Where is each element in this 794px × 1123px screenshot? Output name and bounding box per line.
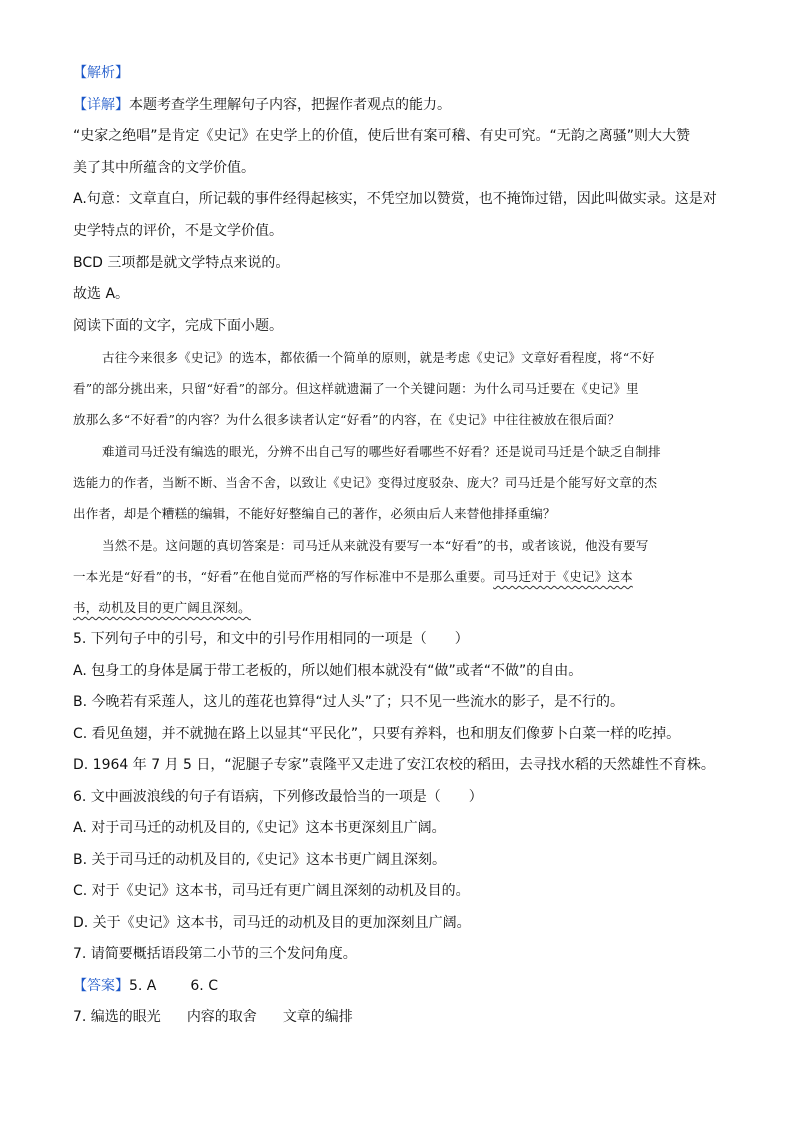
answer-7-item2: 内容的取舍 bbox=[186, 1009, 257, 1025]
passage-para1-line3: 放那么多“不好看”的内容？为什么很多读者认定“好看”的内容，在《史记》中往往被放在很后面？ bbox=[73, 412, 621, 427]
reading-intro: 阅读下面的文字，完成下面小题。 bbox=[73, 318, 283, 334]
answer-line-7 bbox=[73, 1007, 353, 1027]
q5-option-c: C. 看见鱼翅，并不就抛在路上以显其“平民化”，只要有养料，也和朋友们像萝卜白菜一样的吃掉。 bbox=[73, 726, 681, 742]
passage-para1-line1: 古往今来很多《史记》的选本，都依循一个简单的原则，就是考虑《史记》文章好看程度，将“不好 bbox=[102, 350, 655, 365]
analysis-tag: 【解析】 bbox=[73, 65, 129, 81]
answer-line-5-6 bbox=[73, 976, 218, 996]
passage-para3-line2 bbox=[73, 567, 633, 587]
q5-option-d: D. 1964 年 7 月 5 日，“泥腿子专家”袁隆平又走进了安江农校的稻田，去寻找水稻的天然雄性不育株。 bbox=[73, 757, 715, 773]
analysis-p2-line1: A.句意：文章直白，所记载的事件经得起核实，不凭空加以赞赏，也不掩饰过错，因此叫做实录。这是对 bbox=[73, 191, 717, 207]
answer-6: 6. C bbox=[190, 978, 218, 994]
passage-para2-line3: 出作者，却是个糟糕的编辑，不能好好整编自己的著作，必须由后人来替他排择重编？ bbox=[73, 506, 556, 521]
q6-option-c: C. 对于《史记》这本书，司马迁有更广阔且深刻的动机及目的。 bbox=[73, 883, 470, 899]
question-6: 6. 文中画波浪线的句子有语病，下列修改最恰当的一项是（ ） bbox=[73, 789, 483, 805]
q5-option-b: B. 今晚若有采莲人，这儿的莲花也算得“过人头”了；只不见一些流水的影子，是不行的。 bbox=[73, 694, 625, 710]
analysis-p2-line2: 史学特点的评价，不是文学价值。 bbox=[73, 223, 283, 239]
analysis-p1-line1: “史家之绝唱”是肯定《史记》在史学上的价值，使后世有案可稽、有史可究。“无韵之离骚”则大大赞 bbox=[73, 128, 691, 144]
answer-tag: 【答案】 bbox=[73, 978, 129, 994]
passage-para3-line3 bbox=[73, 598, 251, 618]
passage-para3-line2-plain: 一本光是“好看”的书，“好看”在他自觉而严格的写作标准中不是那么重要。 bbox=[73, 569, 494, 584]
analysis-p3: BCD 三项都是就文学特点来说的。 bbox=[73, 255, 290, 271]
detail-text: 本题考查学生理解句子内容，把握作者观点的能力。 bbox=[129, 97, 451, 113]
answer-7-item1: 7. 编选的眼光 bbox=[73, 1009, 161, 1025]
passage-para3-line1: 当然不是。这问题的真切答案是：司马迁从来就没有要写一本“好看”的书，或者该说，他没有要写 bbox=[102, 538, 649, 553]
passage-para2-line1: 难道司马迁没有编选的眼光，分辨不出自己写的哪些好看哪些不好看？还是说司马迁是个缺乏自制排 bbox=[102, 444, 661, 459]
answer-5: 5. A bbox=[129, 978, 157, 994]
passage-para1-line2: 看”的部分挑出来，只留“好看”的部分。但这样就遗漏了一个关键问题：为什么司马迁要在《史记》里 bbox=[73, 381, 639, 396]
wavy-underlined-sentence-part2: 书，动机及目的更广阔且深刻。 bbox=[73, 600, 251, 615]
detail-tag: 【详解】 bbox=[73, 97, 129, 113]
q5-option-a: A. 包身工的身体是属于带工老板的，所以她们根本就没有“做”或者“不做”的自由。 bbox=[73, 663, 583, 679]
wavy-underlined-sentence-part1: 司马迁对于《史记》这本 bbox=[493, 569, 633, 584]
analysis-p1-line2: 美了其中所蕴含的文学价值。 bbox=[73, 160, 255, 176]
question-7: 7. 请简要概括语段第二小节的三个发问角度。 bbox=[73, 946, 357, 962]
q6-option-a: A. 对于司马迁的动机及目的,《史记》这本书更深刻且广阔。 bbox=[73, 820, 446, 836]
passage-para2-line2: 选能力的作者，当断不断、当舍不舍，以致让《史记》变得过度驳杂、庞大？司马迁是个能写好文章的杰 bbox=[73, 475, 658, 490]
answer-7-item3: 文章的编排 bbox=[282, 1009, 353, 1025]
q6-option-b: B. 关于司马迁的动机及目的,《史记》这本书更广阔且深刻。 bbox=[73, 852, 446, 868]
detail-line bbox=[73, 95, 451, 115]
q6-option-d: D. 关于《史记》这本书，司马迁的动机及目的更加深刻且广阔。 bbox=[73, 915, 471, 931]
question-5: 5. 下列句子中的引号，和文中的引号作用相同的一项是（ ） bbox=[73, 631, 469, 647]
analysis-p4: 故选 A。 bbox=[73, 286, 130, 302]
